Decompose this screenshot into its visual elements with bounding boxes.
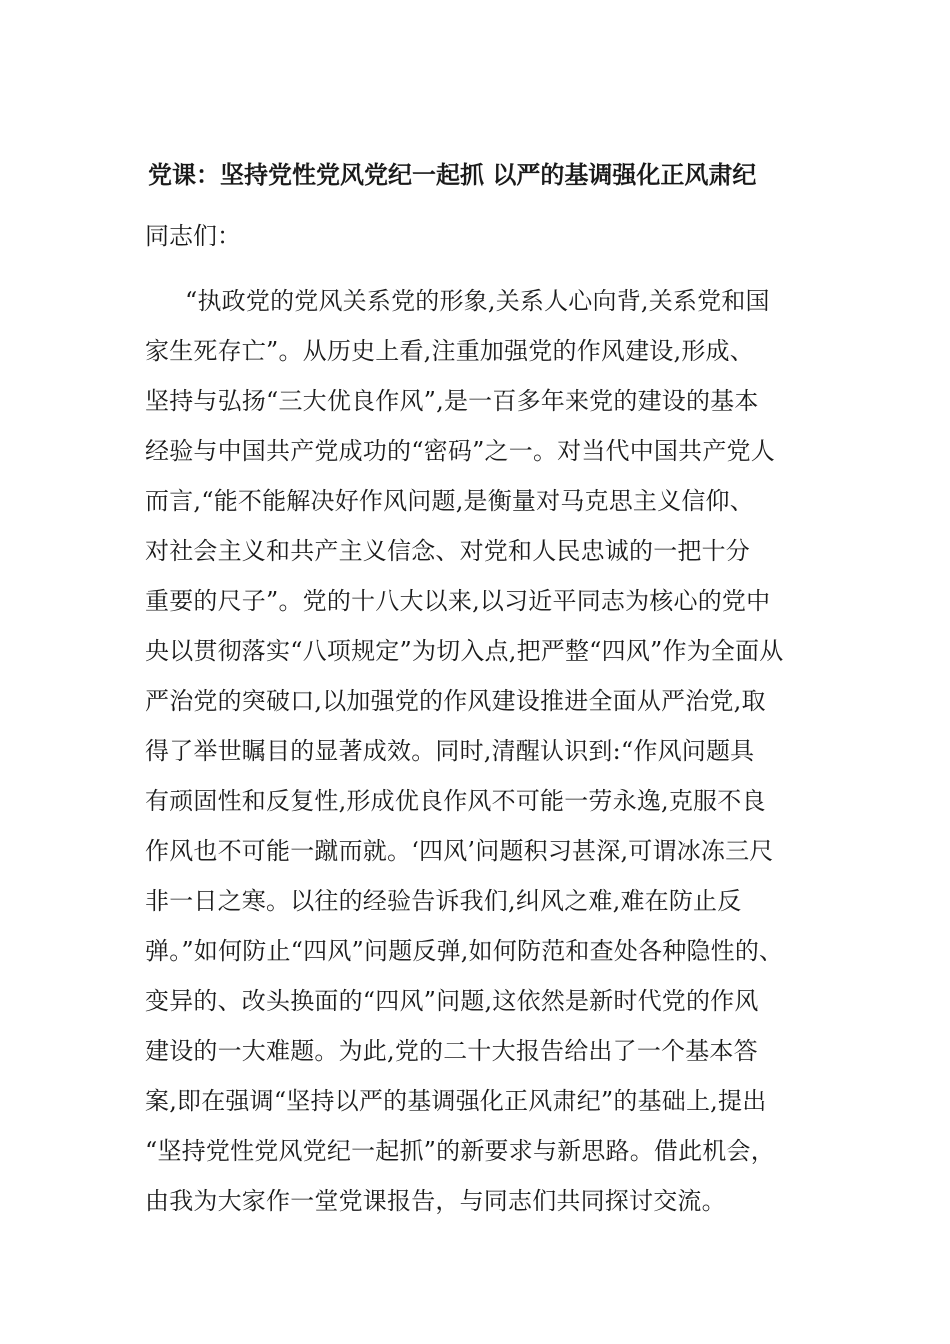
body-line: 弹。”如何防止“四风”问题反弹,如何防范和查处各种隐性的、 bbox=[145, 937, 784, 965]
body-line: “执政党的党风关系党的形象,关系人心向背,关系党和国 bbox=[185, 287, 770, 315]
body-line: 非一日之寒。以往的经验告诉我们,纠风之难,难在防止反 bbox=[145, 887, 742, 915]
document-title: 党课：坚持党性党风党纪一起抓 以严的基调强化正风肃纪 bbox=[148, 160, 757, 189]
body-line: 案,即在强调“坚持以严的基调强化正风肃纪”的基础上,提出 bbox=[145, 1087, 767, 1115]
body-line: 作风也不可能一蹴而就。‘四风’问题积习甚深,可谓冰冻三尺 bbox=[145, 837, 774, 865]
body-line: 重要的尺子”。党的十八大以来,以习近平同志为核心的党中 bbox=[145, 587, 771, 615]
body-line: 对社会主义和共产主义信念、对党和人民忠诚的一把十分 bbox=[145, 537, 750, 565]
body-line: “坚持党性党风党纪一起抓”的新要求与新思路。借此机会， bbox=[145, 1137, 775, 1165]
body-line: 家生死存亡”。从历史上看,注重加强党的作风建设,形成、 bbox=[145, 337, 754, 365]
body-line: 坚持与弘扬“三大优良作风”,是一百多年来党的建设的基本 bbox=[145, 387, 759, 415]
body-line: 严治党的突破口,以加强党的作风建设推进全面从严治党,取 bbox=[145, 687, 766, 715]
body-paragraph bbox=[145, 276, 835, 1226]
body-line: 变异的、改头换面的“四风”问题,这依然是新时代党的作风 bbox=[145, 987, 759, 1015]
body-line: 经验与中国共产党成功的“密码”之一。对当代中国共产党人 bbox=[145, 437, 775, 465]
body-line: 央以贯彻落实“八项规定”为切入点,把严整“四风”作为全面从 bbox=[145, 637, 784, 665]
body-line: 得了举世瞩目的显著成效。同时,清醒认识到:“作风问题具 bbox=[145, 737, 755, 765]
body-line: 建设的一大难题。为此,党的二十大报告给出了一个基本答 bbox=[145, 1037, 758, 1065]
salutation: 同志们： bbox=[145, 222, 241, 250]
body-line: 而言,“能不能解决好作风问题,是衡量对马克思主义信仰、 bbox=[145, 487, 754, 515]
body-line: 由我为大家作一堂党课报告，与同志们共同探讨交流。 bbox=[145, 1187, 726, 1215]
body-line: 有顽固性和反复性,形成优良作风不可能一劳永逸,克服不良 bbox=[145, 787, 766, 815]
